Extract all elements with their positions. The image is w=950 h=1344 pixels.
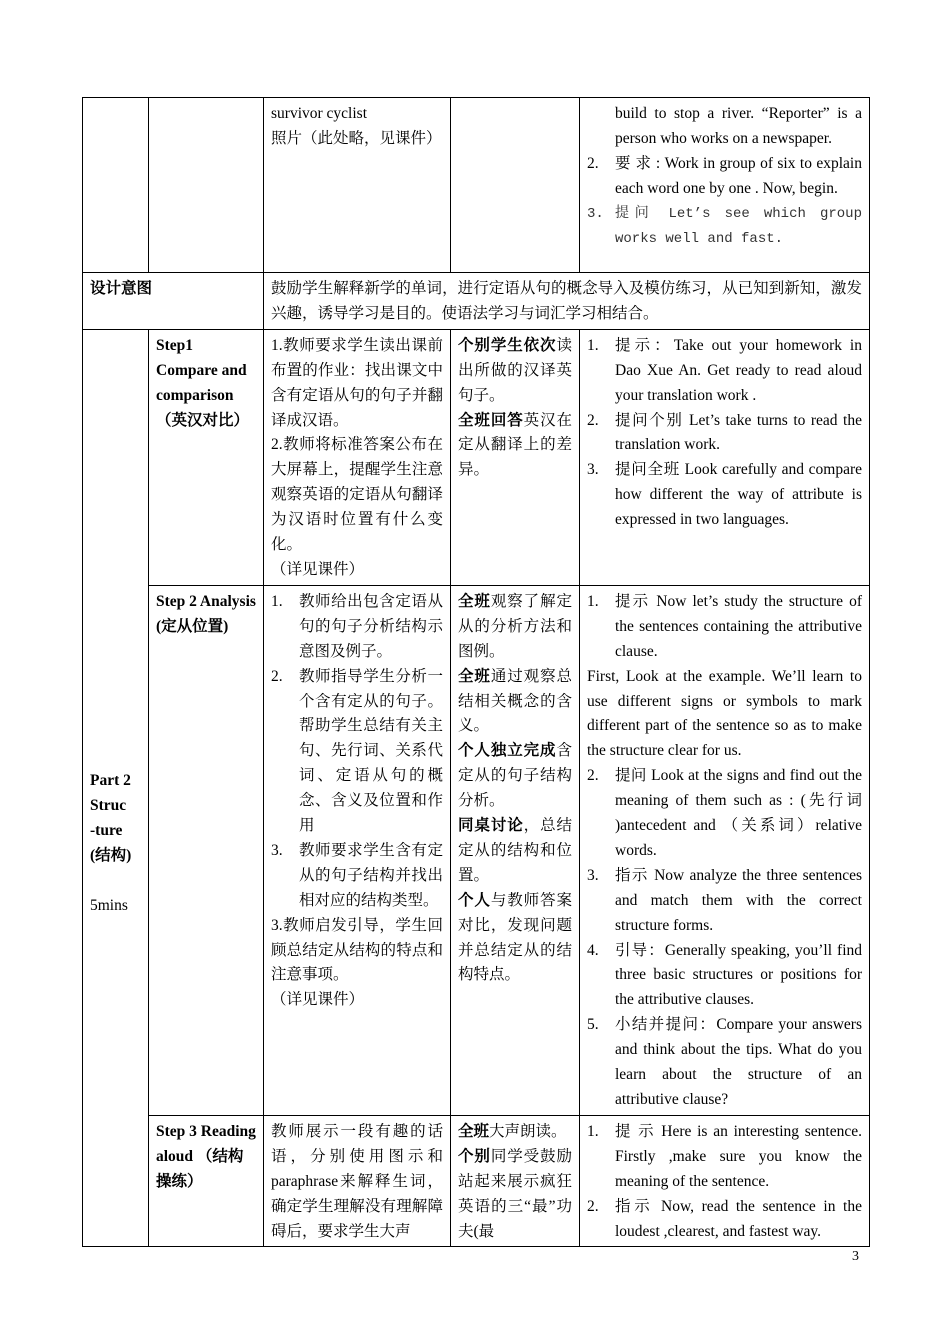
student-activity: 同桌讨论，总结定从的结构和位置。 xyxy=(458,817,572,884)
part-title-line: -ture xyxy=(90,822,123,840)
list-item: 2. 提问个别 Let’s take turns to read the translation work. xyxy=(587,411,862,454)
content-cell xyxy=(264,98,451,273)
teacher-activity: （详见课件） xyxy=(271,991,365,1009)
teacher-activity: （详见课件） xyxy=(271,560,365,578)
step-name: Step 3 Reading aloud （结构操练） xyxy=(149,1115,264,1247)
part-title-line: Struc xyxy=(90,797,127,815)
part-title-line: (结构) xyxy=(90,847,132,865)
teacher-activity-cell xyxy=(264,1115,451,1247)
list-item: 2. 指示 Now, read the sentence in the loudest ,clearest, and fastest way. xyxy=(587,1197,862,1240)
cell-empty xyxy=(83,98,149,273)
list-item: 1. 提 示 Here is an interesting sentence. Firstly ,make sure you know the meaning of the sentence. xyxy=(587,1122,862,1190)
table-row xyxy=(83,273,870,330)
step-name: Step1 Compare and comparison（英汉对比） xyxy=(149,329,264,585)
step-name: Step 2 Analysis (定从位置) xyxy=(149,585,264,1115)
list-item: 1. 提示 Now let’s study the structure of the sentences containing the attributive clause. xyxy=(587,592,862,660)
talk-list xyxy=(587,764,862,1113)
table-row xyxy=(83,1115,870,1247)
teacher-talk-cell xyxy=(580,98,870,273)
list-item: 2. 要 求 : Work in group of six to explain each word one by one . Now, begin. xyxy=(587,154,862,197)
talk-list xyxy=(587,334,862,533)
student-activity: 个人独立完成含定从的句子结构分析。 xyxy=(458,742,572,810)
table-row xyxy=(83,329,870,585)
lesson-plan-table xyxy=(82,97,870,1247)
design-intent-text: 鼓励学生解释新学的单词，进行定语从句的概念导入及模仿练习，从已知到新知，激发兴趣，诱导学习是目的。使语法学习与词汇学习相结合。 xyxy=(264,273,870,330)
student-activity-cell xyxy=(451,1115,580,1247)
list-item: 2. 提问 Look at the signs and find out the meaning of them such as : (先行词 )antecedent and （关系词）relative words. xyxy=(587,767,862,859)
teacher-activity: 教师展示一段有趣的话语，分别使用图示和paraphrase来解释生词，确定学生理解没有理解障碍后，要求学生大声 xyxy=(271,1122,443,1240)
list-item: 1. 提示：Take out your homework in Dao Xue An. Get ready to read aloud your translation work . xyxy=(587,336,862,404)
teacher-talk-cell xyxy=(580,1115,870,1247)
teacher-activity: 2.教师将标准答案公布在大屏幕上，提醒学生注意观察英语的定语从句翻译为汉语时位置有什么变化。 xyxy=(271,436,443,554)
list-item: 4. 引导：Generally speaking, you’ll find three basic structures or positions for the attributive clauses. xyxy=(587,941,862,1009)
part-title-line: Part 2 xyxy=(90,772,131,790)
teacher-activity-cell xyxy=(264,585,451,1115)
teacher-activity: 3.教师启发引导，学生回顾总结定从结构的特点和注意事项。 xyxy=(271,916,443,984)
student-activity: 个别学生依次读出所做的汉译英句子。 xyxy=(458,336,572,404)
talk-list xyxy=(587,1120,862,1245)
table-row xyxy=(83,98,870,273)
student-activity: 全班回答英汉在定从翻译上的差异。 xyxy=(458,411,572,479)
cell-empty xyxy=(451,98,580,273)
talk-list xyxy=(587,590,862,665)
list-item: 3. 指示 Now analyze the three sentences and match them with the correct structure forms. xyxy=(587,866,862,934)
list-item: 1. 教师给出包含定语从句的句子分析结构示意图及例子。 xyxy=(271,592,443,660)
teacher-talk-cell xyxy=(580,585,870,1115)
talk-list xyxy=(587,102,862,251)
student-activity: 个人与教师答案对比，发现问题并总结定从的结构特点。 xyxy=(458,891,572,984)
part-duration: 5mins xyxy=(90,896,128,914)
list-item: 3. 提问全班 Look carefully and compare how different the way of attribute is expressed in two languages. xyxy=(587,461,862,529)
student-activity: 个别同学受鼓励站起来展示疯狂英语的三“最”功夫(最 xyxy=(458,1147,572,1240)
part-cell xyxy=(83,329,149,1247)
student-activity: 全班观察了解定从的分析方法和图例。 xyxy=(458,592,572,660)
student-activity-cell xyxy=(451,329,580,585)
talk-paragraph: First, Look at the example. We’ll learn to use different signs or symbols to mark different part of the sentence so as to make the structure clear for us. xyxy=(587,667,862,760)
list-item: 3. 教师要求学生含有定从的句子结构并找出相对应的结构类型。 xyxy=(271,841,443,909)
list-item: 2. 教师指导学生分析一个含有定从的句子。帮助学生总结有关主句、先行词、关系代词、定语从句的概念、含义及位置和作用 xyxy=(271,667,443,835)
content-line: survivor cyclist xyxy=(271,105,367,122)
teacher-activity-cell xyxy=(264,329,451,585)
table-row xyxy=(83,585,870,1115)
student-activity: 全班大声朗读。 xyxy=(458,1122,567,1140)
teacher-activity: 1.教师要求学生读出课前布置的作业：找出课文中含有定语从句的句子并翻译成汉语。 xyxy=(271,336,443,429)
cell-empty xyxy=(149,98,264,273)
list-item: 5. 小结并提问：Compare your answers and think about the tips. What do you learn about the structure of an attributive clause? xyxy=(587,1016,862,1108)
list-item: 3. 提问 Let’s see which group works well and fast. xyxy=(587,205,862,247)
student-activity-cell xyxy=(451,585,580,1115)
list-item: build to stop a river. “Reporter” is a person who works on a newspaper. xyxy=(615,105,862,147)
design-intent-label: 设计意图 xyxy=(83,273,264,330)
page-number: 3 xyxy=(852,1249,859,1264)
teacher-list xyxy=(271,590,443,914)
student-activity: 全班通过观察总结相关概念的含义。 xyxy=(458,667,572,735)
content-line: 照片（此处略，见课件） xyxy=(271,129,442,147)
teacher-talk-cell xyxy=(580,329,870,585)
